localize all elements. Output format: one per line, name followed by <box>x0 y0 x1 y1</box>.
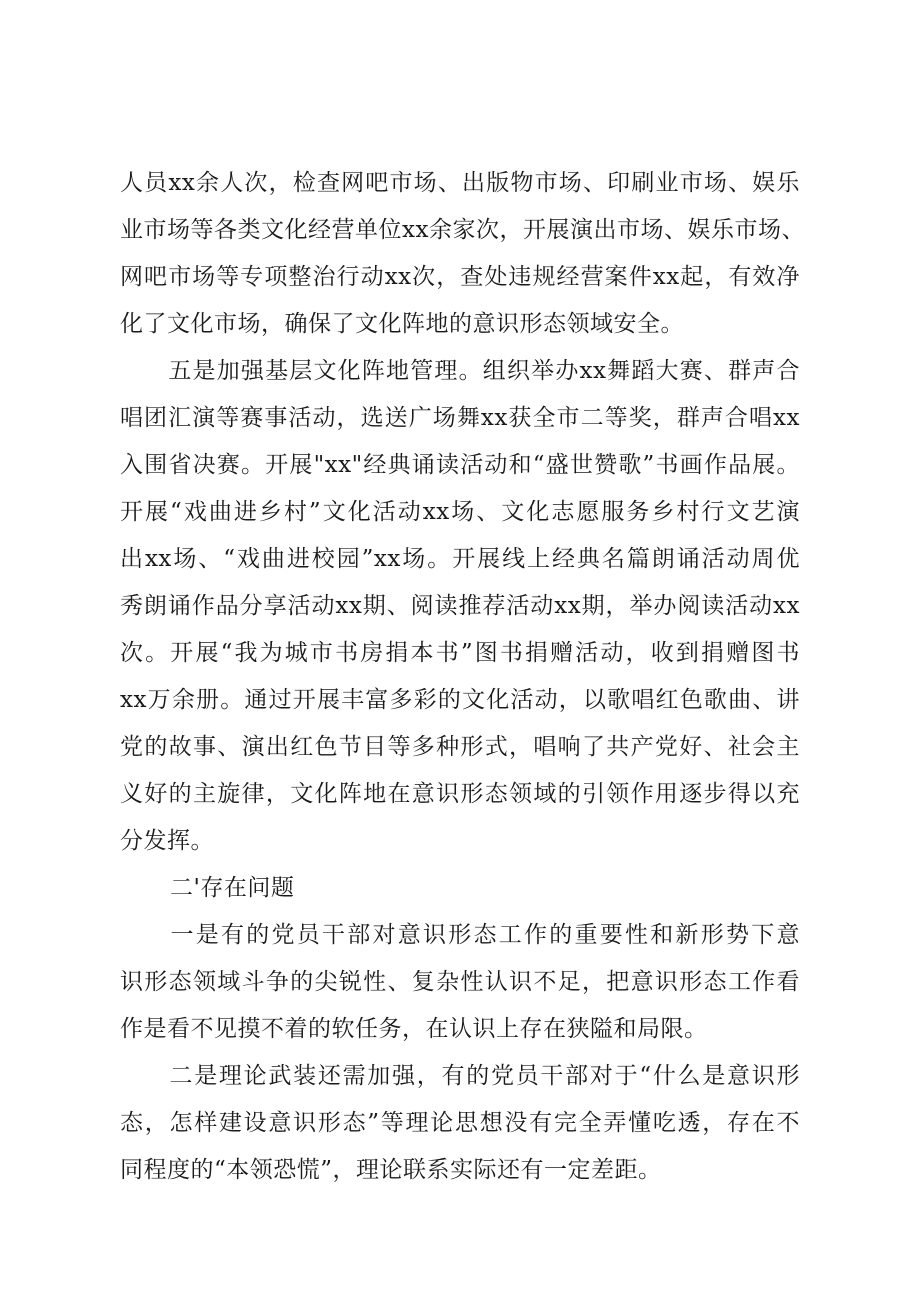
text-line: 次。开展“我为城市书房捐本书”图书捐赠活动，收到捐赠图书 <box>120 640 800 666</box>
text-line: 识形态领域斗争的尖锐性、复杂性认识不足，把意识形态工作看 <box>120 969 800 995</box>
paragraph-problem-two <box>120 1053 800 1194</box>
paragraph-problem-one <box>120 912 800 1053</box>
text-line: 秀朗诵作品分享活动xx期、阅读推荐活动xx期，举办阅读活动xx <box>120 593 800 619</box>
text-line: 义好的主旋律，文化阵地在意识形态领域的引领作用逐步得以充 <box>120 781 800 807</box>
text-line: 唱团汇演等赛事活动，选送广场舞xx获全市二等奖，群声合唱xx <box>120 405 800 431</box>
text-line: 作是看不见摸不着的软任务，在认识上存在狭隘和局限。 <box>120 1016 708 1042</box>
text-line: 党的故事、演出红色节目等多种形式，唱响了共产党好、社会主 <box>120 734 800 760</box>
text-line: 出xx场、“戏曲进校园”xx场。开展线上经典名篇朗诵活动周优 <box>120 546 800 572</box>
text-line: 态，怎样建设意识形态”等理论思想没有完全弄懂吃透，存在不 <box>120 1110 800 1136</box>
text-line: 业市场等各类文化经营单位xx余家次，开展演出市场、娱乐市场、 <box>120 217 805 243</box>
section-heading: 二'存在问题 <box>170 875 295 901</box>
text-line: 化了文化市场，确保了文化阵地的意识形态领域安全。 <box>120 311 684 337</box>
text-line: 五是加强基层文化阵地管理。组织举办xx舞蹈大赛、群声合 <box>120 358 800 384</box>
text-line: 开展“戏曲进乡村”文化活动xx场、文化志愿服务乡村行文艺演 <box>120 499 800 525</box>
text-line: 分发挥。 <box>120 828 214 854</box>
text-line: 一是有的党员干部对意识形态工作的重要性和新形势下意 <box>120 922 800 948</box>
paragraph-grassroots-culture <box>120 348 800 865</box>
text-line: xx万余册。通过开展丰富多彩的文化活动，以歌唱红色歌曲、讲 <box>120 687 800 713</box>
paragraph-culture-market <box>120 160 805 348</box>
text-line: 二是理论武装还需加强，有的党员干部对于“什么是意识形 <box>120 1063 800 1089</box>
text-line: 入围省决赛。开展"xx"经典诵读活动和“盛世赞歌”书画作品展。 <box>120 452 800 478</box>
document-body <box>120 160 805 1194</box>
text-line: 同程度的“本领恐慌”，理论联系实际还有一定差距。 <box>120 1157 662 1183</box>
text-line: 网吧市场等专项整治行动xx次，查处违规经营案件xx起，有效净 <box>120 264 800 290</box>
text-line: 人员xx余人次，检查网吧市场、出版物市场、印刷业市场、娱乐 <box>120 170 800 196</box>
